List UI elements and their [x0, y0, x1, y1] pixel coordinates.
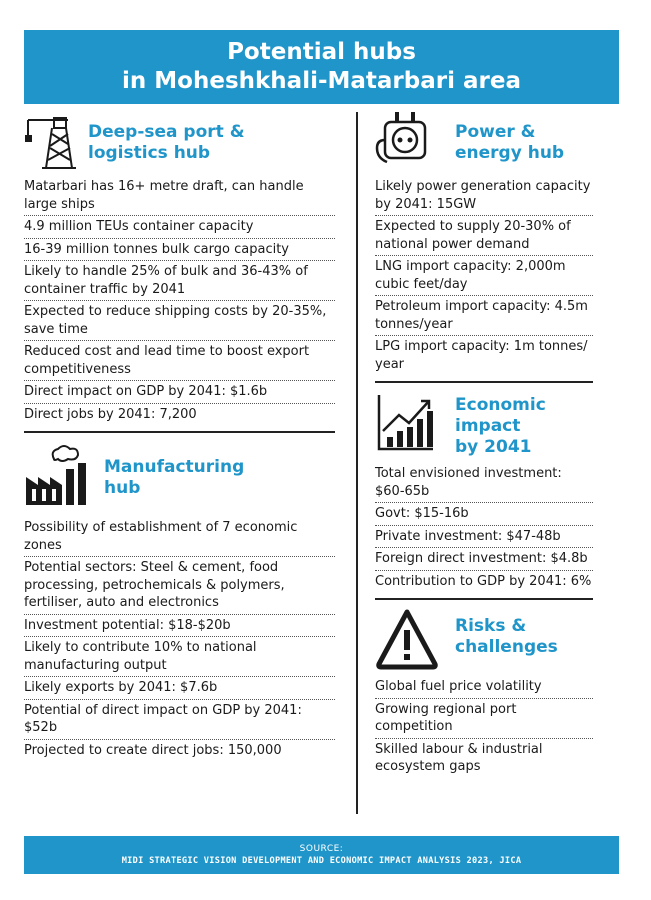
list-item: Contribution to GDP by 2041: 6% [375, 573, 592, 589]
power-title-line2: energy hub [455, 143, 565, 163]
port-section [24, 110, 335, 425]
economic-section [375, 391, 593, 592]
list-item: LNG import capacity: 2,000m cubic feet/day [375, 256, 593, 296]
list-item: Expected to supply 20-30% of national power demand [375, 216, 593, 256]
manufacturing-title-line1: Manufacturing [104, 457, 245, 477]
economic-title-line2: impact [455, 416, 521, 436]
list-item: Expected to reduce shipping costs by 20-35%, save time [24, 301, 335, 341]
power-title-line1: Power & [455, 122, 536, 142]
list-item: Private investment: $47-48b [375, 526, 593, 549]
port-list [24, 176, 335, 425]
list-item: Likely to contribute 10% to national manufacturing output [24, 637, 335, 677]
list-item: Direct jobs by 2041: 7,200 [24, 406, 197, 422]
list-item: Likely to handle 25% of bulk and 36-43% of container traffic by 2041 [24, 261, 335, 301]
port-title-line2: logistics hub [88, 143, 211, 163]
source-text: MIDI STRATEGIC VISION DEVELOPMENT AND ECONOMIC IMPACT ANALYSIS 2023, JICA [121, 856, 522, 866]
list-item: Investment potential: $18-$20b [24, 615, 335, 638]
port-title-line1: Deep-sea port & [88, 122, 245, 142]
list-item: Growing regional port competition [375, 699, 593, 739]
section-divider [24, 431, 335, 433]
warning-icon [375, 608, 455, 675]
list-item: Possibility of establishment of 7 economic zones [24, 517, 335, 557]
source-footer [24, 836, 619, 874]
power-plug-icon [375, 110, 455, 175]
manufacturing-section [24, 443, 335, 761]
list-item: Matarbari has 16+ metre draft, can handle large ships [24, 176, 335, 216]
page-title-line1: Potential hubs [227, 39, 416, 65]
list-item: Total envisioned investment: $60-65b [375, 463, 593, 503]
right-column [375, 110, 593, 778]
risks-title-line1: Risks & [455, 616, 527, 636]
list-item: 4.9 million TEUs container capacity [24, 216, 335, 239]
manufacturing-title-line2: hub [104, 478, 141, 498]
section-divider [375, 381, 593, 383]
list-item: Reduced cost and lead time to boost export competitiveness [24, 341, 335, 381]
risks-list [375, 676, 593, 778]
economic-title-line1: Economic [455, 395, 546, 415]
economic-title-line3: by 2041 [455, 437, 532, 457]
list-item: Likely exports by 2041: $7.6b [24, 677, 335, 700]
risks-title-line2: challenges [455, 637, 558, 657]
power-list [375, 176, 593, 375]
power-section [375, 110, 593, 375]
list-item: Petroleum import capacity: 4.5m tonnes/year [375, 296, 593, 336]
risks-section [375, 608, 593, 778]
list-item: 16-39 million tonnes bulk cargo capacity [24, 239, 335, 262]
factory-icon [24, 443, 104, 512]
list-item: Skilled labour & industrial ecosystem gaps [375, 741, 543, 774]
title-banner [24, 30, 619, 104]
list-item: Likely power generation capacity by 2041: 15GW [375, 176, 593, 216]
list-item: Foreign direct investment: $4.8b [375, 548, 593, 571]
manufacturing-list [24, 517, 335, 761]
list-item: Direct impact on GDP by 2041: $1.6b [24, 381, 335, 404]
crane-icon [24, 110, 88, 175]
list-item: LPG import capacity: 1m tonnes/ year [375, 339, 588, 372]
list-item: Projected to create direct jobs: 150,000 [24, 742, 282, 758]
column-divider [356, 112, 358, 814]
section-divider [375, 598, 593, 600]
growth-chart-icon [375, 391, 455, 458]
page-title-line2: in Moheshkhali-Matarbari area [122, 68, 521, 94]
list-item: Govt: $15-16b [375, 503, 593, 526]
economic-list [375, 463, 593, 592]
list-item: Global fuel price volatility [375, 676, 593, 699]
list-item: Potential of direct impact on GDP by 2041: $52b [24, 700, 335, 740]
left-column [24, 110, 335, 761]
source-label: SOURCE: [299, 844, 344, 854]
list-item: Potential sectors: Steel & cement, food processing, petrochemicals & polymers, fertiliser, auto and electronics [24, 557, 335, 615]
